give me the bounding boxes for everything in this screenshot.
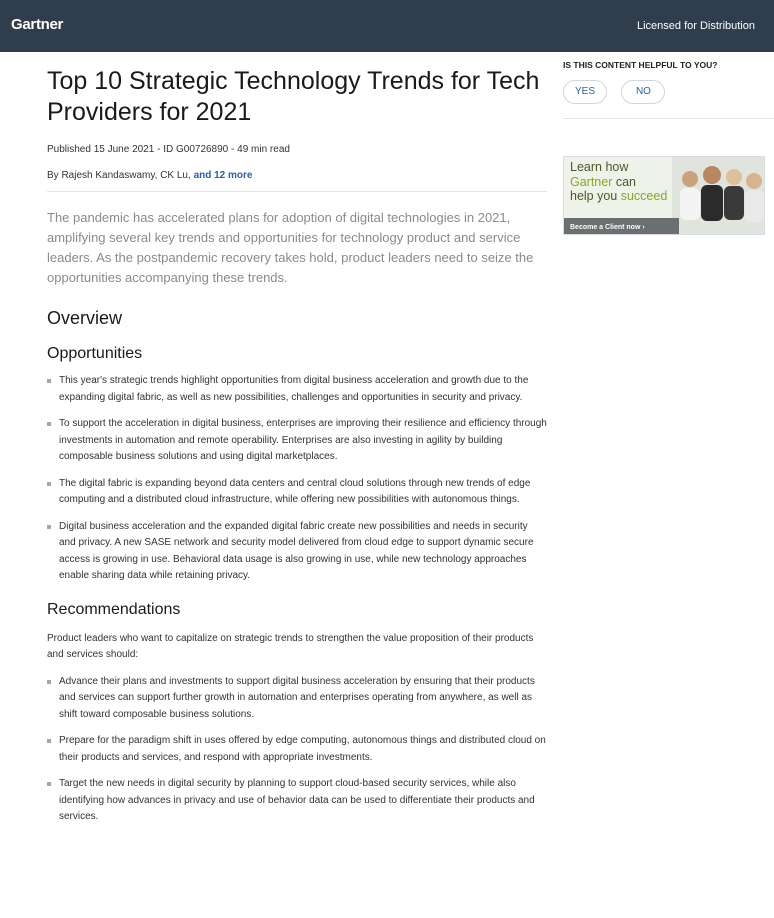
yes-button[interactable]: YES xyxy=(563,80,607,104)
ad-gartner-word: Gartner xyxy=(570,175,616,189)
opportunities-list xyxy=(47,373,547,585)
more-authors-link[interactable]: and 12 more xyxy=(193,170,253,181)
bullet-icon xyxy=(47,379,51,383)
bullet-icon xyxy=(47,482,51,486)
licensed-label: Licensed for Distribution xyxy=(636,20,755,32)
list-item-text: To support the acceleration in digital business, enterprises are improving their resilience and efficiency through investments in automation and remote operability. Enterprises are also investing in agility by building composable business solutions and using digital marketplaces. xyxy=(59,418,547,462)
ad-help-you: help you xyxy=(570,189,621,203)
bullet-icon xyxy=(47,422,51,426)
ad-line-2 xyxy=(570,175,636,189)
authors-line xyxy=(47,170,547,192)
ad-succeed-word: succeed xyxy=(620,189,668,203)
opportunities-heading: Opportunities xyxy=(47,345,143,362)
list-item-text: This year's strategic trends highlight opportunities from digital business acceleration and growth due to the expanding digital fabric, as well as new possibilities, challenges and opportunities in security and privacy. xyxy=(59,375,529,403)
publication-meta: Published 15 June 2021 - ID G00726890 - 49 min read xyxy=(47,144,290,155)
recommendations-heading: Recommendations xyxy=(47,600,181,618)
article-main xyxy=(47,66,547,836)
ad-line-3 xyxy=(570,189,667,203)
feedback-panel xyxy=(563,60,774,119)
ad-can-word: can xyxy=(615,175,637,189)
list-item-text: Target the new needs in digital security by planning to support cloud-based security services, while also identifying how advances in privacy and use of behavior data can be used to differentiate their products and services. xyxy=(59,778,535,822)
bullet-icon xyxy=(47,739,51,743)
list-item-text: The digital fabric is expanding beyond data centers and central cloud solutions through new trends of edge computing and a distributed cloud infrastructure, while offering new possibilities with autonomous things. xyxy=(59,477,531,505)
bullet-icon xyxy=(47,680,51,684)
list-item xyxy=(47,674,547,724)
recommendations-list xyxy=(47,674,547,826)
bullet-icon xyxy=(47,525,51,529)
list-item xyxy=(47,373,547,406)
overview-heading: Overview xyxy=(47,308,123,328)
list-item-text: Advance their plans and investments to support digital business acceleration by ensuring that their products and services can support further growth in automation and enterprises operating from anywhere, as well as shift toward composable business solutions. xyxy=(59,675,535,720)
summary-text: The pandemic has accelerated plans for adoption of digital technologies in 2021, amplifying several key trends and opportunities for technology product and service leaders. As the postpandemic recovery takes hold, product leaders need to seize the opportunities accompanying these trends. xyxy=(47,210,534,285)
recommendations-intro: Product leaders who want to capitalize on strategic trends to strengthen the value proposition of their products and services should: xyxy=(47,632,534,660)
list-item-text: Digital business acceleration and the expanded digital fabric create new possibilities and needs in security and privacy. A new SASE network and security model delivered from cloud edge to support dynamic secure access is growing in use. Behavioral data usage is also growing in use, while new technology approaches enable sharing data while retaining privacy. xyxy=(59,520,534,581)
list-item xyxy=(47,476,547,509)
business-people-photo xyxy=(672,157,764,234)
ad-line-1: Learn how xyxy=(570,160,629,174)
list-item xyxy=(47,519,547,585)
authors-text: By Rajesh Kandaswamy, CK Lu, xyxy=(47,170,194,181)
list-item xyxy=(47,776,547,826)
helpful-question: IS THIS CONTENT HELPFUL TO YOU? xyxy=(563,60,718,70)
feedback-buttons xyxy=(563,80,774,119)
top-bar xyxy=(0,0,774,52)
become-client-link[interactable]: Become a Client now › xyxy=(570,224,645,231)
gartner-logo[interactable]: Gartner xyxy=(11,16,64,33)
become-client-ad[interactable] xyxy=(563,156,765,235)
list-item xyxy=(47,416,547,466)
no-button[interactable]: NO xyxy=(621,80,665,104)
page-title: Top 10 Strategic Technology Trends for Tech Providers for 2021 xyxy=(47,67,540,126)
list-item-text: Prepare for the paradigm shift in uses offered by edge computing, autonomous things and distributed cloud on their products and services, and respond with appropriate investments. xyxy=(59,735,546,763)
list-item xyxy=(47,733,547,766)
bullet-icon xyxy=(47,782,51,786)
